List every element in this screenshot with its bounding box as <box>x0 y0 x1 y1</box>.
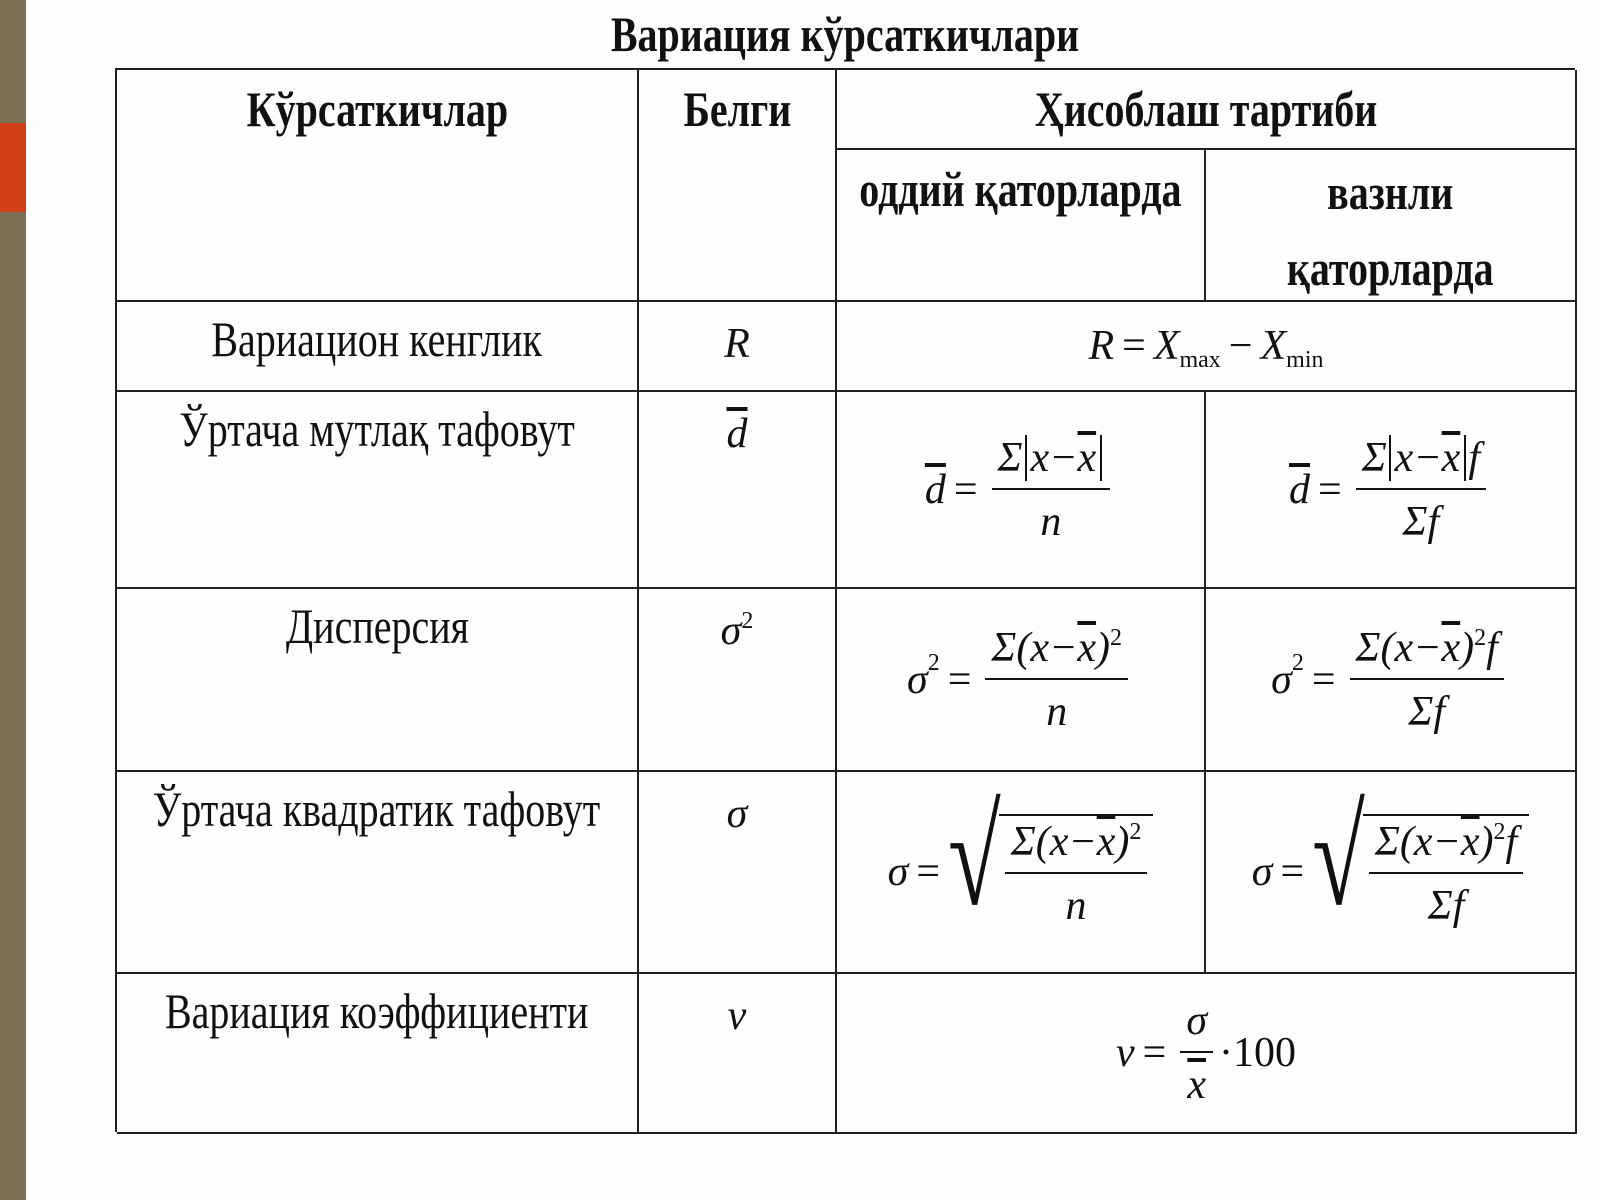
formula-stddev-simple: σ = √ $\frac{\Sigma(x-\overline{x})^2}{n}$ <box>837 772 1206 974</box>
formula-variance-weighted: σ 2 = $\frac{\Sigma(x-\overline{x})^2f}{\Sigma f}$ <box>1206 589 1577 772</box>
row-range-name: Вариацион кенглик <box>117 302 639 392</box>
formula-stddev-weighted: σ = √ $\frac{\Sigma(x-\overline{x})^2f}{\Sigma f}$ <box>1206 772 1577 974</box>
row-range-symbol: R <box>639 302 837 392</box>
variation-table <box>115 68 1575 1132</box>
header-indicators: Кўрсаткичлар <box>117 70 639 302</box>
header-weighted: вазнли қаторларда <box>1206 150 1577 302</box>
header-sign: Белги <box>639 70 837 302</box>
row-mad-name: Ўртача мутлақ тафовут <box>117 392 639 589</box>
header-calculation: Ҳисоблаш тартиби <box>837 70 1577 150</box>
accent-block <box>0 123 26 212</box>
row-variance-symbol: $\sigma^2$ <box>639 589 837 772</box>
formula-mad-weighted: $\overline{d}$ = $\frac{\Sigma x-\overline{x} f}{\Sigma f}$ <box>1206 392 1577 589</box>
row-stddev-name: Ўртача квадратик тафовут <box>117 772 639 974</box>
header-simple: оддий қаторларда <box>837 150 1206 302</box>
formula-range: R = X max − X min <box>837 302 1577 392</box>
row-cv-symbol: v <box>639 974 837 1134</box>
row-mad-symbol: $\overline{d}$ <box>639 392 837 589</box>
row-cv-name: Вариация коэффициенти <box>117 974 639 1134</box>
slide-title: Вариация кўрсаткичлари <box>610 6 1080 62</box>
row-stddev-symbol: σ <box>639 772 837 974</box>
formula-mad-simple: $\overline{d}$ = $\frac{\Sigma x-\overline{x}}{n}$ <box>837 392 1206 589</box>
formula-cv: v = $\frac{\sigma}{x}$ · 100 <box>837 974 1577 1134</box>
row-variance-name: Дисперсия <box>117 589 639 772</box>
formula-variance-simple: σ 2 = $\frac{\Sigma(x-\overline{x})^2}{n}$ <box>837 589 1206 772</box>
